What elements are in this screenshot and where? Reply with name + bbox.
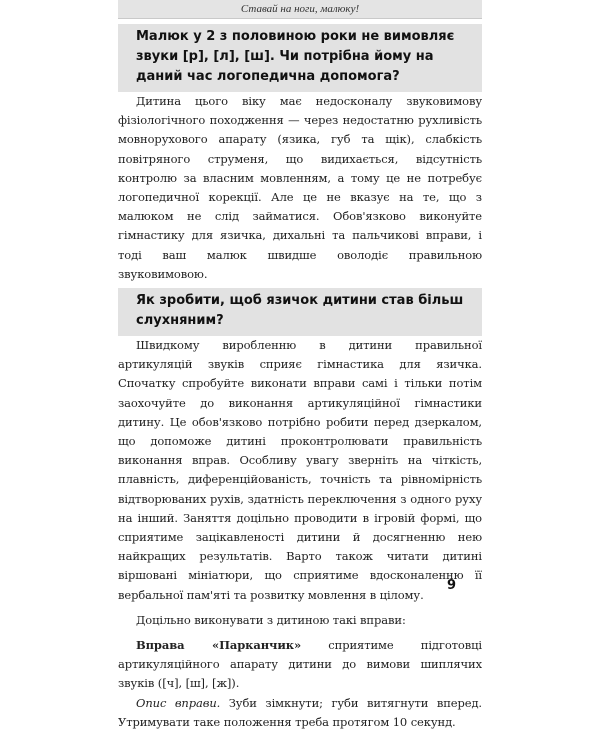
- answer-paragraph-2: Швидкому виробленню в дитини правильної артикуляцій звуків сприяє гімнастика для язичка. Спочатку спробуйте виконати вправи самі і тільки потім заохочуйте до виконання артикуляційної гімнастики дитину. Це обов'язково потрібно робити перед дзеркалом, що допоможе дитині проконтролювати правильність виконання вправ. Особливу увагу зверніть на чіткість, плавність, диференційованість, точність та рівномірність відтворюваних рухів, здатність переключення з одного руху на інший. Заняття доцільно проводити в ігровій формі, що сприятиме зацікавленості дитини й досягненню нею найкращих результатів. Варто також читати дитині віршовані мініатюри, що сприятиме вдосконаленню її вербальної пам'яті та розвитку мовлення в цілому.: [118, 338, 482, 602]
- description-label: Опис вправи.: [136, 695, 221, 710]
- page-content: [118, 24, 482, 729]
- question-heading-1: Малюк у 2 з половиною роки не вимовляє звуки [р], [л], [ш]. Чи потрібна йому на даний час логопедична допомога?: [136, 29, 455, 84]
- question-box-2: [118, 288, 482, 336]
- running-header-title: Ставай на ноги, малюку!: [240, 3, 360, 15]
- answer-paragraph-1: Дитина цього віку має недосконалу звуковимову фізіологічного походження — через недостатню рухливість мовнорухового апарату (язика, губ та щік), слабкість повітряного струменя, що видихається, відсутність контролю за власним мовленням, а тому це не потребує логопедичної корекції. Але це не вказує на те, що з малюком не слід займатися. Обов'язково виконуйте гімнастику для язичка, дихальні та пальчикові вправи, і тоді ваш малюк швидше оволодіє правильною звуковимовою.: [118, 94, 482, 281]
- question-box-1: [118, 24, 482, 92]
- exercise-paragraph: [118, 636, 482, 694]
- exercise-description: [118, 694, 482, 732]
- page-number: 9: [447, 578, 457, 593]
- running-header: [118, 0, 482, 19]
- question-heading-2: Як зробити, щоб язичок дитини став більш слухняним?: [136, 293, 464, 329]
- exercise-title: Вправа «Парканчик»: [136, 638, 302, 653]
- exercises-intro: Доцільно виконувати з дитиною такі вправи:: [136, 612, 406, 627]
- description-text: Зуби зімкнути; губи витягнути вперед. Утримувати таке положення треба протягом 10 секунд.: [118, 695, 482, 729]
- exercise-text: сприятиме підготовці артикуляційного апарату дитини до вимови шиплячих звуків ([ч], [ш], [ж]).: [118, 638, 482, 691]
